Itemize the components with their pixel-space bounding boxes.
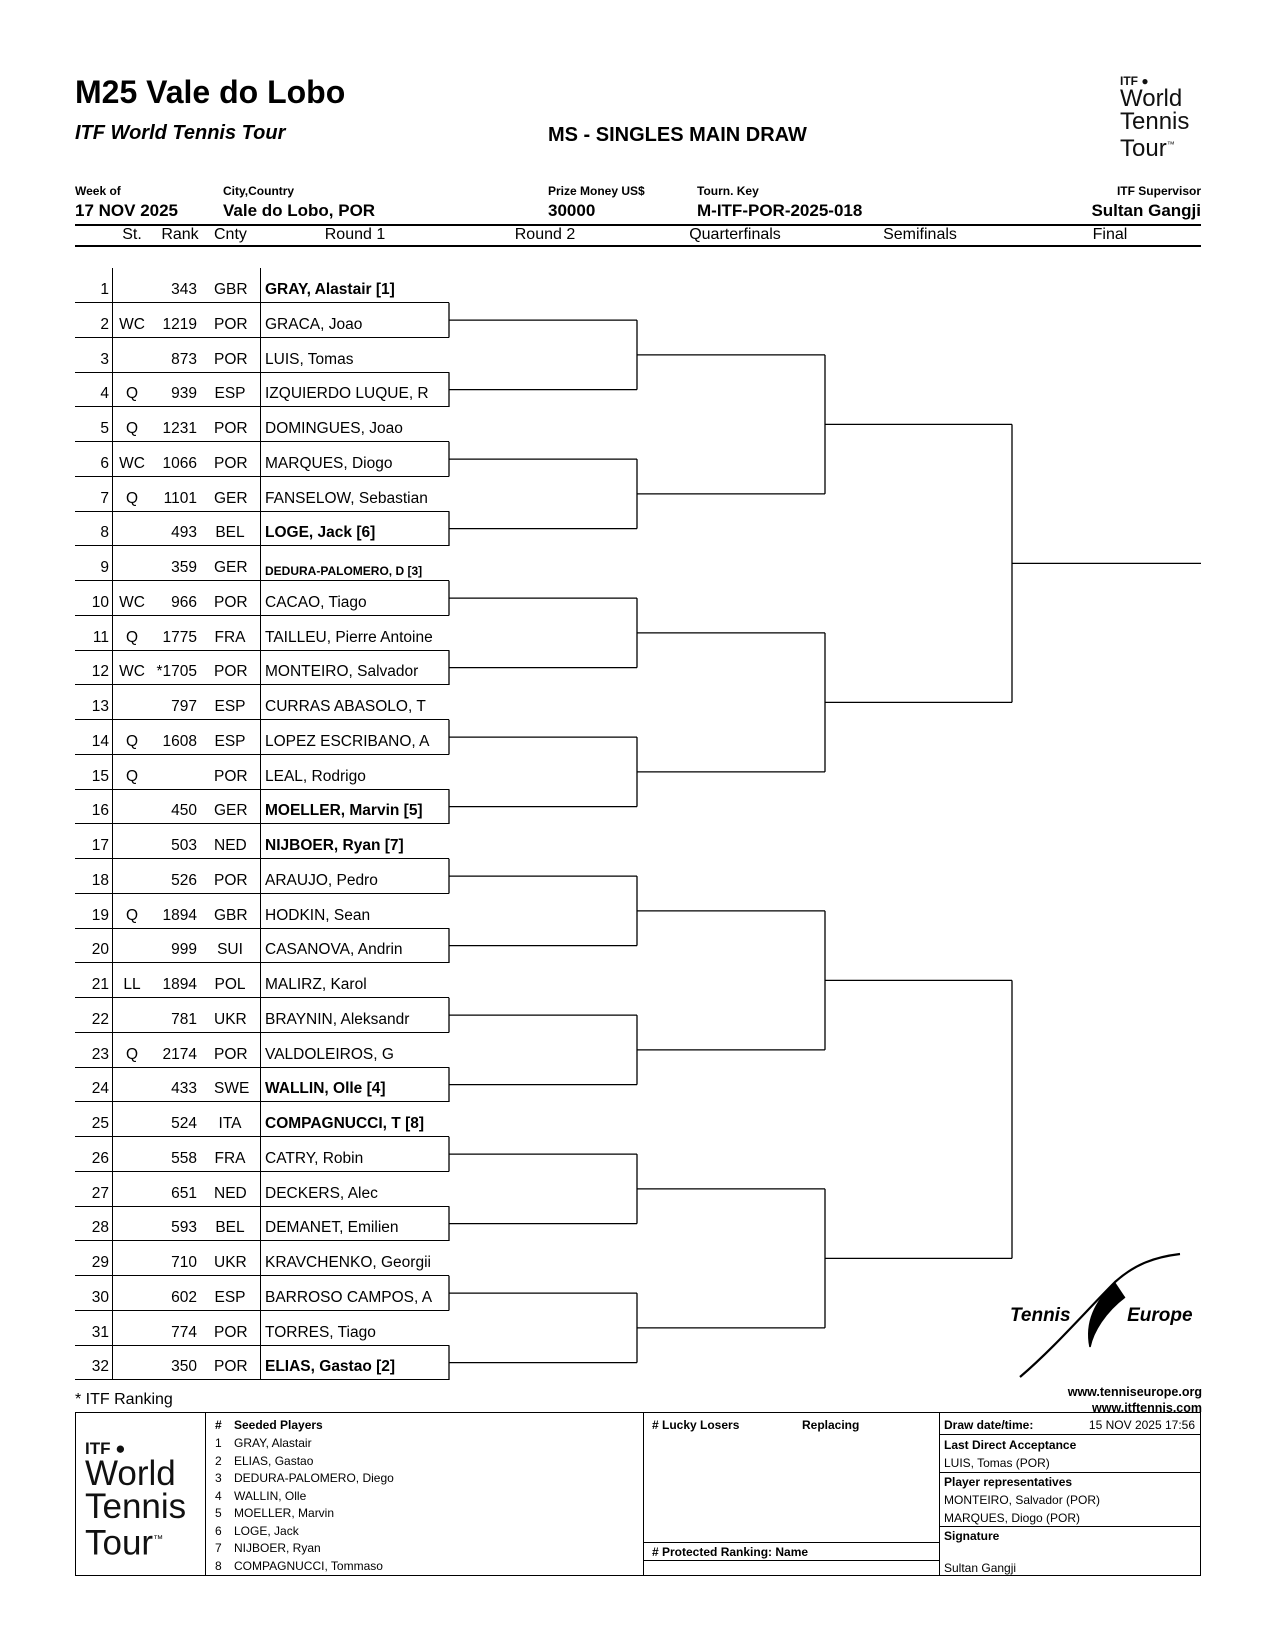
player-rank: 797 <box>171 698 197 715</box>
player-number: 17 <box>91 837 109 854</box>
logo-line1: World <box>1120 85 1183 112</box>
draw-title: MS - SINGLES MAIN DRAW <box>548 124 807 146</box>
seeded-title: Seeded Players <box>234 1418 323 1432</box>
player-rank: 1231 <box>162 420 197 437</box>
player-rank: 1775 <box>162 628 197 646</box>
player-name: GRAY, Alastair [1] <box>265 281 395 298</box>
reps-label: Player representatives <box>944 1475 1073 1489</box>
entry-status: WC <box>119 454 145 472</box>
tennis-europe-swoosh-icon <box>1015 1252 1185 1382</box>
player-name: WALLIN, Olle [4] <box>265 1080 386 1098</box>
player-rank: 1894 <box>162 906 197 924</box>
entry-status: Q <box>125 420 139 437</box>
col-final: Final <box>1092 226 1128 243</box>
player-number: 9 <box>100 559 109 576</box>
protected-rule-bottom <box>643 1560 939 1561</box>
player-name: LOGE, Jack [6] <box>265 524 376 542</box>
entry-status: Q <box>125 489 139 507</box>
player-country: BEL <box>215 524 245 542</box>
player-name: BARROSO CAMPOS, A <box>265 1288 433 1306</box>
player-country: GBR <box>214 906 248 924</box>
player-country: ESP <box>214 1288 246 1306</box>
player-country: ESP <box>214 385 246 403</box>
seed-name: LOGE, Jack <box>234 1523 299 1538</box>
tennis-ball-icon: ● <box>1141 74 1149 88</box>
player-country: POR <box>214 663 248 681</box>
player-name: DEMANET, Emilien <box>265 1219 399 1237</box>
rep-2: MARQUES, Diogo (POR) <box>944 1511 1081 1525</box>
tennis-europe-left: Tennis <box>1010 1305 1071 1326</box>
player-number: 7 <box>100 489 109 507</box>
player-name: CURRAS ABASOLO, T <box>265 698 426 715</box>
player-name: NIJBOER, Ryan [7] <box>265 837 404 854</box>
player-number: 6 <box>100 454 109 472</box>
supervisor-label: ITF Supervisor <box>1116 184 1201 198</box>
entry-status: Q <box>125 732 139 750</box>
player-rank: 2174 <box>162 1045 197 1063</box>
draw-date-value: 15 NOV 2025 17:56 <box>1088 1418 1195 1432</box>
col-st: St. <box>122 226 142 243</box>
player-rank: *1705 <box>156 663 197 681</box>
col-cnty: Cnty <box>214 226 247 243</box>
logo-line2: Tennis <box>1120 108 1190 135</box>
player-rank: 450 <box>171 802 197 820</box>
lda-label: Last Direct Acceptance <box>944 1438 1077 1452</box>
player-rank: 524 <box>171 1115 197 1132</box>
box-divider-1 <box>205 1412 206 1576</box>
player-rank: 966 <box>171 593 197 611</box>
seed-name: GRAY, Alastair <box>234 1436 312 1450</box>
tournament-title: M25 Vale do Lobo <box>75 74 346 110</box>
player-rank: 593 <box>171 1219 197 1237</box>
player-name: VALDOLEIROS, G <box>265 1045 394 1063</box>
player-name: ARAUJO, Pedro <box>265 871 378 889</box>
entry-status: LL <box>123 976 141 993</box>
tennis-europe-right: Europe <box>1127 1305 1193 1326</box>
lda-value: LUIS, Tomas (POR) <box>944 1456 1050 1470</box>
player-number: 10 <box>91 593 109 611</box>
player-number: 13 <box>91 698 109 715</box>
player-country: SWE <box>214 1080 250 1098</box>
player-name: KRAVCHENKO, Georgii <box>265 1254 431 1271</box>
player-country: POR <box>214 1045 248 1063</box>
player-country: ESP <box>214 698 246 715</box>
player-rank: 1894 <box>162 976 197 993</box>
logo-itf-text: ITF <box>1120 74 1138 88</box>
player-number: 12 <box>91 663 109 681</box>
entry-status: Q <box>125 1045 139 1063</box>
seed-name: DEDURA-PALOMERO, Diego <box>234 1471 394 1485</box>
box-divider-2 <box>643 1412 644 1576</box>
player-country: POR <box>214 1323 248 1341</box>
seed-number: 2 <box>215 1453 222 1468</box>
protected-ranking-title: # Protected Ranking: Name <box>652 1545 809 1559</box>
city-value: Vale do Lobo, POR <box>223 201 376 220</box>
prize-label: Prize Money US$ <box>548 184 645 198</box>
player-number: 14 <box>91 732 109 750</box>
player-country: POL <box>214 976 246 993</box>
player-name: TAILLEU, Pierre Antoine <box>265 628 433 646</box>
player-rank: 343 <box>171 281 197 298</box>
player-name: ELIAS, Gastao [2] <box>265 1358 396 1376</box>
player-number: 1 <box>100 281 109 298</box>
seed-name: WALLIN, Olle <box>234 1488 307 1503</box>
ranking-footnote: * ITF Ranking <box>75 1391 173 1408</box>
player-rank: 350 <box>171 1358 197 1376</box>
player-rank: 503 <box>171 837 197 854</box>
player-country: SUI <box>217 941 243 959</box>
player-rank: 781 <box>171 1010 197 1028</box>
player-rank: 526 <box>171 871 197 889</box>
player-number: 5 <box>100 420 109 437</box>
player-country: POR <box>214 315 248 333</box>
player-name: DEDURA-PALOMERO, D [3] <box>265 564 423 578</box>
player-number: 24 <box>91 1080 109 1098</box>
player-rank: 873 <box>171 350 197 368</box>
player-number: 28 <box>91 1219 109 1237</box>
logo-bl-line3: Tour <box>85 1523 154 1563</box>
col-round2: Round 2 <box>514 226 576 243</box>
player-country: POR <box>214 871 248 889</box>
player-country: NED <box>214 837 247 854</box>
player-country: ESP <box>214 732 246 750</box>
player-number: 27 <box>91 1184 109 1202</box>
tennis-ball-icon: ● <box>115 1439 126 1458</box>
player-rank: 1608 <box>162 732 197 750</box>
logo-tm: ™ <box>1166 140 1175 149</box>
player-name: DOMINGUES, Joao <box>265 420 403 437</box>
player-name: MARQUES, Diogo <box>265 454 393 472</box>
col-quarterfinals: Quarterfinals <box>689 226 781 243</box>
player-name: BRAYNIN, Aleksandr <box>265 1010 410 1028</box>
entry-status: WC <box>119 663 145 681</box>
player-country: NED <box>214 1184 247 1202</box>
draw-info-rule-1 <box>939 1434 1201 1435</box>
draw-date-label: Draw date/time: <box>944 1418 1034 1432</box>
player-number: 29 <box>91 1254 109 1271</box>
player-rank: 1101 <box>163 489 197 507</box>
col-round1: Round 1 <box>324 226 386 243</box>
player-rank: 558 <box>171 1149 197 1167</box>
signature-label: Signature <box>944 1529 1000 1543</box>
box-divider-3 <box>939 1412 940 1576</box>
player-rank: 710 <box>171 1254 197 1271</box>
player-country: POR <box>214 767 248 785</box>
player-number: 4 <box>100 385 109 403</box>
seed-number: 1 <box>215 1436 222 1450</box>
tourn-key-value: M-ITF-POR-2025-018 <box>697 201 863 220</box>
player-number: 26 <box>91 1149 109 1167</box>
player-country: GBR <box>214 281 248 298</box>
seed-name: NIJBOER, Ryan <box>234 1541 321 1555</box>
logo-bl-itf-text: ITF <box>85 1439 111 1458</box>
player-number: 2 <box>100 315 109 333</box>
logo-bl-tm: ™ <box>153 1534 164 1545</box>
player-number: 30 <box>91 1288 109 1306</box>
entry-status: WC <box>119 593 145 611</box>
player-country: POR <box>214 454 248 472</box>
itftennis-url[interactable]: www.itftennis.com <box>1092 1401 1202 1415</box>
seed-number: 6 <box>215 1523 222 1538</box>
seed-number: 8 <box>215 1558 222 1573</box>
player-rank: 1066 <box>162 454 197 472</box>
city-label: City,Country <box>223 184 295 198</box>
col-rank: Rank <box>161 226 199 243</box>
seed-name: COMPAGNUCCI, Tommaso <box>234 1558 383 1573</box>
player-country: GER <box>214 489 248 507</box>
player-name: MALIRZ, Karol <box>265 976 367 993</box>
player-number: 19 <box>91 906 109 924</box>
seed-name: ELIAS, Gastao <box>234 1453 314 1468</box>
entry-status: WC <box>119 315 145 333</box>
player-country: ITA <box>218 1115 242 1132</box>
player-name: COMPAGNUCCI, T [8] <box>265 1115 425 1132</box>
replacing-label: Replacing <box>802 1418 860 1432</box>
player-country: FRA <box>214 628 246 646</box>
seeded-hash: # <box>215 1418 222 1432</box>
player-country: BEL <box>215 1219 245 1237</box>
player-name: MOELLER, Marvin [5] <box>265 802 423 820</box>
draw-info-rule-3 <box>939 1526 1201 1527</box>
entry-status: Q <box>125 906 139 924</box>
player-rank: 651 <box>171 1184 197 1202</box>
player-rank: 999 <box>171 941 197 959</box>
player-country: UKR <box>214 1254 247 1271</box>
player-number: 23 <box>91 1045 109 1063</box>
player-number: 31 <box>91 1323 109 1341</box>
player-rank: 493 <box>171 524 197 542</box>
supervisor-value: Sultan Gangji <box>1091 201 1201 220</box>
player-name: CATRY, Robin <box>265 1149 364 1167</box>
player-number: 15 <box>91 767 109 785</box>
player-name: LEAL, Rodrigo <box>265 767 366 785</box>
player-country: GER <box>214 559 248 576</box>
player-country: POR <box>214 350 248 368</box>
player-name: CASANOVA, Andrin <box>265 941 403 959</box>
player-rank: 774 <box>171 1323 197 1341</box>
week-value: 17 NOV 2025 <box>75 201 179 220</box>
player-number: 16 <box>91 802 109 820</box>
player-number: 8 <box>100 524 109 542</box>
player-rank: 433 <box>171 1080 197 1098</box>
player-rank: 939 <box>171 385 197 403</box>
player-country: UKR <box>214 1010 247 1028</box>
seed-name: MOELLER, Marvin <box>234 1506 335 1520</box>
player-name: GRACA, Joao <box>265 315 363 333</box>
player-number: 32 <box>91 1358 109 1376</box>
prize-value: 30000 <box>548 201 596 220</box>
seed-number: 5 <box>215 1506 222 1520</box>
logo-bl-line1: World <box>85 1454 176 1493</box>
player-country: FRA <box>214 1149 246 1167</box>
signature-value: Sultan Gangji <box>944 1561 1017 1575</box>
player-country: POR <box>214 420 248 437</box>
player-country: POR <box>214 1358 248 1376</box>
player-country: POR <box>214 593 248 611</box>
player-number: 18 <box>91 871 109 889</box>
player-number: 11 <box>92 628 109 646</box>
col-semifinals: Semifinals <box>883 226 957 243</box>
seed-number: 7 <box>215 1541 222 1555</box>
player-name: LUIS, Tomas <box>265 350 354 368</box>
tour-subtitle: ITF World Tennis Tour <box>75 122 286 144</box>
week-label: Week of <box>75 184 121 198</box>
player-name: CACAO, Tiago <box>265 593 367 611</box>
rep-1: MONTEIRO, Salvador (POR) <box>944 1493 1101 1507</box>
lucky-losers-title: # Lucky Losers <box>652 1418 740 1432</box>
player-rank: 359 <box>171 559 197 576</box>
logo-line3: Tour <box>1120 135 1167 162</box>
player-name: TORRES, Tiago <box>265 1323 376 1341</box>
player-name: DECKERS, Alec <box>265 1184 378 1202</box>
seed-number: 4 <box>215 1488 222 1503</box>
entry-status: Q <box>125 767 139 785</box>
protected-rule-top <box>643 1542 939 1543</box>
player-name: HODKIN, Sean <box>265 906 371 924</box>
player-name: FANSELOW, Sebastian <box>265 489 428 507</box>
player-country: GER <box>214 802 248 820</box>
draw-info-rule-2 <box>939 1472 1201 1473</box>
player-number: 3 <box>100 350 109 368</box>
tourn-key-label: Tourn. Key <box>697 184 759 198</box>
player-name: IZQUIERDO LUQUE, R <box>265 385 429 403</box>
entry-status: Q <box>125 628 139 646</box>
seed-number: 3 <box>215 1471 222 1485</box>
itf-world-tennis-tour-logo-bottom <box>85 1439 205 1563</box>
player-number: 21 <box>91 976 109 993</box>
entry-status: Q <box>125 385 139 403</box>
player-number: 25 <box>91 1115 109 1132</box>
logo-bl-line2: Tennis <box>85 1487 187 1526</box>
player-name: LOPEZ ESCRIBANO, A <box>265 732 430 750</box>
tenniseurope-url[interactable]: www.tenniseurope.org <box>1067 1385 1202 1399</box>
player-number: 22 <box>91 1010 109 1028</box>
player-name: MONTEIRO, Salvador <box>265 663 419 681</box>
player-rank: 1219 <box>162 315 197 333</box>
player-rank: 602 <box>171 1288 197 1306</box>
player-number: 20 <box>91 941 109 959</box>
